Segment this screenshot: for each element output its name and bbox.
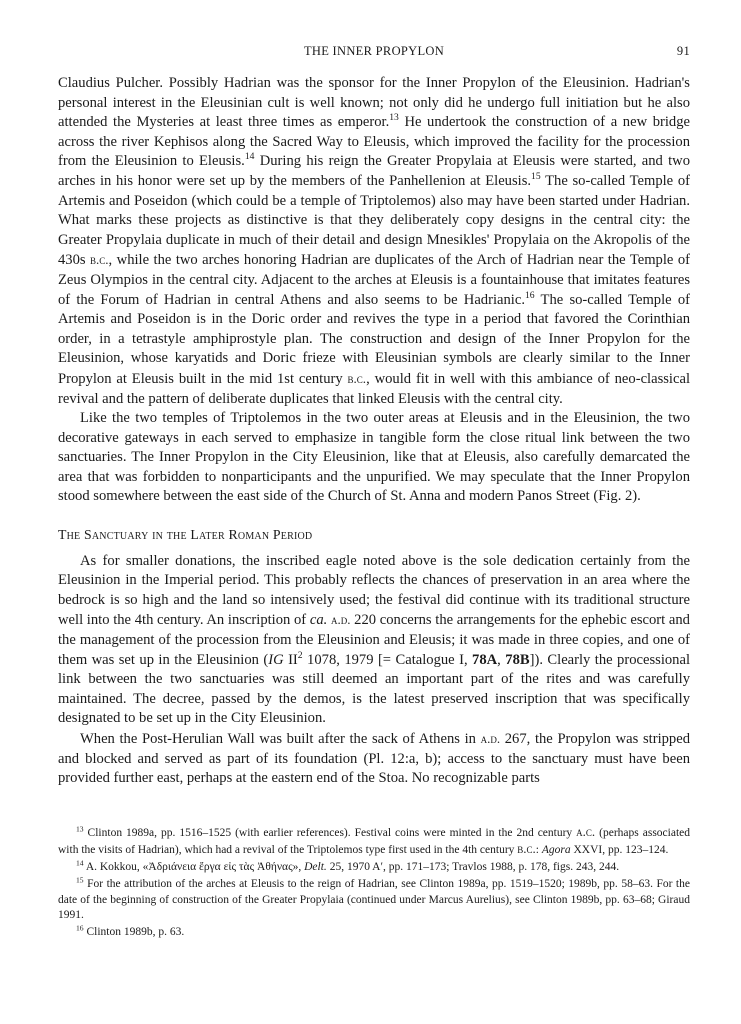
p4-text-a: When the Post-Herulian Wall was built after the sack of Athens in [80,731,481,747]
paragraph-2: Like the two temples of Triptolemos in the two outer areas at Eleusis and in the Eleusinion, the two decorative gateways in each served to emphasize in tangible form the close ritual link between the two sanctuaries. The Inner Propylon in the City Eleusinion, like that at Eleusis, also carefully demarcated the area that was forbidden to nonparticipants and the unpurified. We may speculate that the Inner Propylon stood somewhere between the east side of the Church of St. Anna and modern Panos Street (Fig. 2). [58,410,690,505]
p3-ig-superscript: 2 [297,649,303,661]
p1-text-f: The so-called Temple of Artemis and Poseidon is in the Doric order and revives the type in a period that favored the Corinthian order, in a tetrastyle amphiprostyle plan. The construction and design of the Inner Propylon for the Eleusinion, whose karyatids and Doric frieze with Eleusinian symbols are clearly similar to the Inner Propylon at Eleusis built in the mid 1st century [58,291,691,387]
footnote-13 [58,824,690,859]
running-title: THE INNER PROPYLON [303,44,445,58]
p1-text-g: , would fit in well with this ambiance of neo-classical revival and the pattern of deliberate duplicates that linked Eleusis with the central city. [58,370,690,407]
footnotes [58,824,690,942]
footnote-14 [58,860,690,875]
footnote-13-text-a: Clinton 1989a, pp. 1516–1525 (with earlier references). Festival coins were minted in the 2nd century [83,827,577,839]
paragraph-3 [58,552,690,729]
p3-text-a: As for smaller donations, the inscribed eagle noted above is the sole dedication certainly from the Eleusinion in the Imperial period. This probably reflects the chances of preservation in an area where the bedrock is so high and the land so intensively used; the festival did continue with its traditional structure well into the 4th century. An inscription of [58,552,690,629]
p1-text-e: , while the two arches honoring Hadrian are duplicates of the Arch of Hadrian near the Temple of Zeus Olympios in the central city. Adjacent to the arches at Eleusis is a fountainhouse that imitates features of the Forum of Hadrian in central Athens and also seems to be Hadrianic. [58,252,690,308]
footnote-16 [58,925,690,940]
footnote-ref-16: 16 [524,289,535,301]
p1-text-b: He undertook the construction of a new bridge across the river Kephisos along the Sacred Way to Eleusis, which improved the facility for the procession from the Eleusinion to Eleusis. [58,114,690,170]
p3-catalogue-78b: 78B [505,651,530,668]
p3-catalogue-78a: 78A [472,651,498,668]
p1-text-d: The so-called Temple of Artemis and Poseidon (which could be a temple of Triptolemos) also may have been started under Hadrian. What marks these projects as distinctive is that they deliberately copy designs in the central city: the Greater Propylaia duplicate in much of their detail and design Mnesikles' Propylaia on the Akropolis of the 430s [58,172,691,269]
footnote-16-text-a: Clinton 1989b, p. 63. [83,925,185,938]
footnote-16-number: 16 [76,923,84,933]
footnote-14-text-a: A. Kokkou, «Ἀδριάνεια ἔργα εἰς τὰς Ἀθήνας», [83,861,305,874]
p3-ca: ca. [309,612,328,629]
p1-bc-1: b.c. [90,252,109,268]
p3-ad: a.d. [330,612,351,628]
footnote-14-number: 14 [76,858,84,868]
footnote-13-text-b: (perhaps associated with the visits of Hadrian), which had a revival of the Triptolemos type first used in the 4th century [58,827,691,857]
footnote-13-text-d: XXVI, pp. 123–124. [570,844,669,857]
section-heading: The Sanctuary in the Later Roman Period [58,527,313,543]
footnote-13-number: 13 [76,824,84,834]
p4-ad: a.d. [480,731,501,746]
footnote-14-text-b: 25, 1970 A′, pp. 171–173; Travlos 1988, p. 178, figs. 243, 244. [326,861,620,874]
footnote-ref-15: 15 [531,171,541,183]
paragraph-4 [58,729,690,789]
footnote-ref-14: 14 [244,151,255,163]
footnote-13-ac: a.c. [576,824,596,839]
p3-text-b: 220 concerns the arrangements for the ephebic escort and the management of the procession from the Eleusinion and Eleusis; it was made in three copies, and one of them was set up in the Eleusinion ( [58,612,690,668]
footnote-ref-13: 13 [389,112,399,124]
footnote-15-text-a: For the attribution of the arches at Eleusis to the reign of Hadrian, see Clinton 1989a, pp. 1519–1520; 1989b, pp. 58–63. For the date of the beginning of construction of the Greater Propylaia (continued under Marcus Aurelius), see Clinton 1989b, pp. 63–68; Giraud 1991. [58,878,690,922]
p1-text-a: Claudius Pulcher. Possibly Hadrian was the sponsor for the Inner Propylon of the Eleusinion. Hadrian's personal interest in the Eleusinian cult is well known; not only did he undergo full initiation but he also attended the Mysteries at least three times as emperor. [58,75,690,131]
footnote-15 [58,877,690,923]
footnote-13-text-c: : [535,844,542,857]
p3-comma: , [497,651,506,668]
p3-ig: IG [268,651,284,668]
footnote-13-agora: Agora [541,844,571,857]
footnote-14-delt: Delt. [304,861,327,874]
p1-bc-2: b.c. [347,370,367,386]
p3-text-c: 1078, 1979 [= Catalogue I, [302,651,473,668]
p3-ig-volume: II [283,651,298,668]
footnote-15-number: 15 [76,875,84,885]
body-text [58,74,690,789]
p4-text-b: 267, the Propylon was stripped and blocked and served as part of its foundation (Pl. 12:a, b); access to the sanctuary must have been provided further east, perhaps at the eastern end of the Stoa. No recognizable parts [58,731,690,787]
p3-text-d: ]). Clearly the processional link between the two sanctuaries was still deemed an important part of the rites and was carefully maintained. The decree, passed by the demos, is the latest preserved inscription that was specifically designated to be set up in the City Eleusinion. [58,651,691,727]
p1-text-c: During his reign the Greater Propylaia at Eleusis were started, and two arches in his honor were set up by the members of the Panhellenion at Eleusis. [58,153,691,189]
paragraph-1 [58,74,690,409]
page-number: 91 [676,44,690,58]
footnote-13-bc: b.c. [517,841,536,857]
